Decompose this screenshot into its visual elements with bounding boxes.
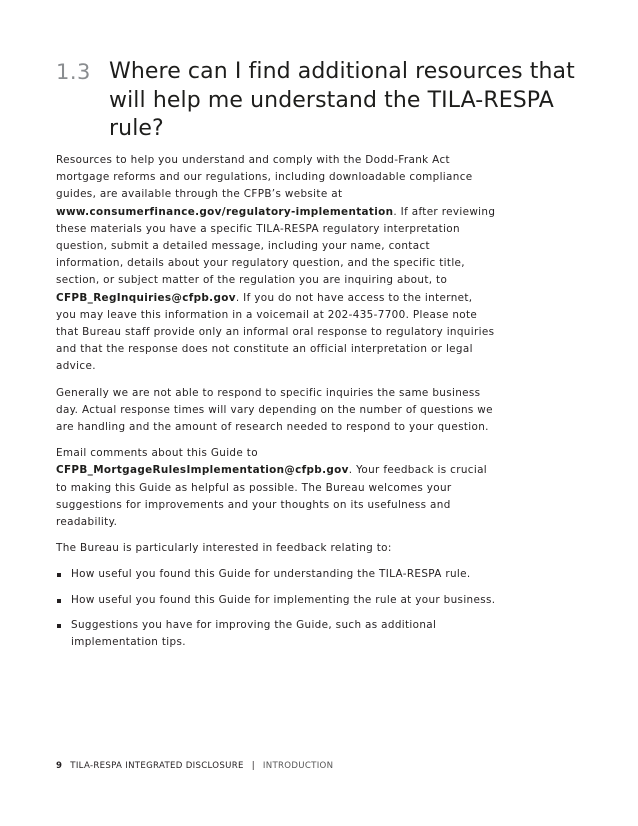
- section-title: Where can I find additional resources that will help me understand the TILA-RESPA rule?: [109, 59, 575, 141]
- bullet-icon: [57, 624, 61, 628]
- paragraph-resources: [56, 152, 496, 376]
- paragraph-text: Email comments about this Guide to: [56, 447, 258, 460]
- list-item: [56, 566, 496, 583]
- paragraph-text: Resources to help you understand and comply with the Dodd-Frank Act mortgage reforms and our regulations, including downloadable compliance guides, are available through the CFPB’s website at: [56, 154, 473, 201]
- mortgage-rules-email-link[interactable]: CFPB_MortgageRulesImplementation@cfpb.gov: [56, 464, 349, 477]
- list-item: [56, 617, 496, 651]
- paragraph-interest: The Bureau is particularly interested in feedback relating to:: [56, 542, 392, 555]
- page-number: 9: [56, 761, 63, 771]
- paragraph-text: . If after reviewing these materials you have a specific TILA-RESPA regulatory interpretation question, submit a detailed message, including your name, contact information, details about your regulatory question, and the specific title, section, or subject matter of the regulation you are inquiring about, to: [56, 205, 496, 287]
- list-item-text: Suggestions you have for improving the Guide, such as additional implementation tips.: [71, 618, 437, 649]
- section-name: INTRODUCTION: [262, 761, 334, 771]
- feedback-topics-list: [56, 566, 496, 651]
- list-item-text: How useful you found this Guide for implementing the rule at your business.: [71, 593, 496, 606]
- list-item-text: How useful you found this Guide for understanding the TILA-RESPA rule.: [71, 568, 471, 581]
- section-number: 1.3: [56, 60, 91, 84]
- paragraph-response-times: Generally we are not able to respond to specific inquiries the same business day. Actual response times will vary depending on the number of questions we are handling and the amount of research needed to respond to your question.: [56, 386, 493, 434]
- regulatory-implementation-link[interactable]: www.consumerfinance.gov/regulatory-implementation: [56, 205, 394, 218]
- paragraph-text: . Your feedback is crucial to making this Guide as helpful as possible. The Bureau welcomes your suggestions for improvements and your thoughts on its usefulness and readability.: [56, 464, 488, 529]
- footer-separator: |: [251, 761, 255, 771]
- body-content: [56, 152, 496, 659]
- page-footer: [56, 760, 333, 772]
- list-item: [56, 592, 496, 609]
- paragraph-feedback: [56, 445, 496, 531]
- bullet-icon: [57, 599, 61, 603]
- reg-inquiries-email-link[interactable]: CFPB_RegInquiries@cfpb.gov: [56, 291, 236, 304]
- paragraph-text: . If you do not have access to the internet, you may leave this information in a voicemail at 202-435-7700. Please note that Bureau staff provide only an informal oral response to regulatory inquiries and that the response does not constitute an official interpretation or legal advice.: [56, 291, 495, 373]
- document-title: TILA-RESPA INTEGRATED DISCLOSURE: [70, 761, 244, 771]
- bullet-icon: [57, 573, 61, 577]
